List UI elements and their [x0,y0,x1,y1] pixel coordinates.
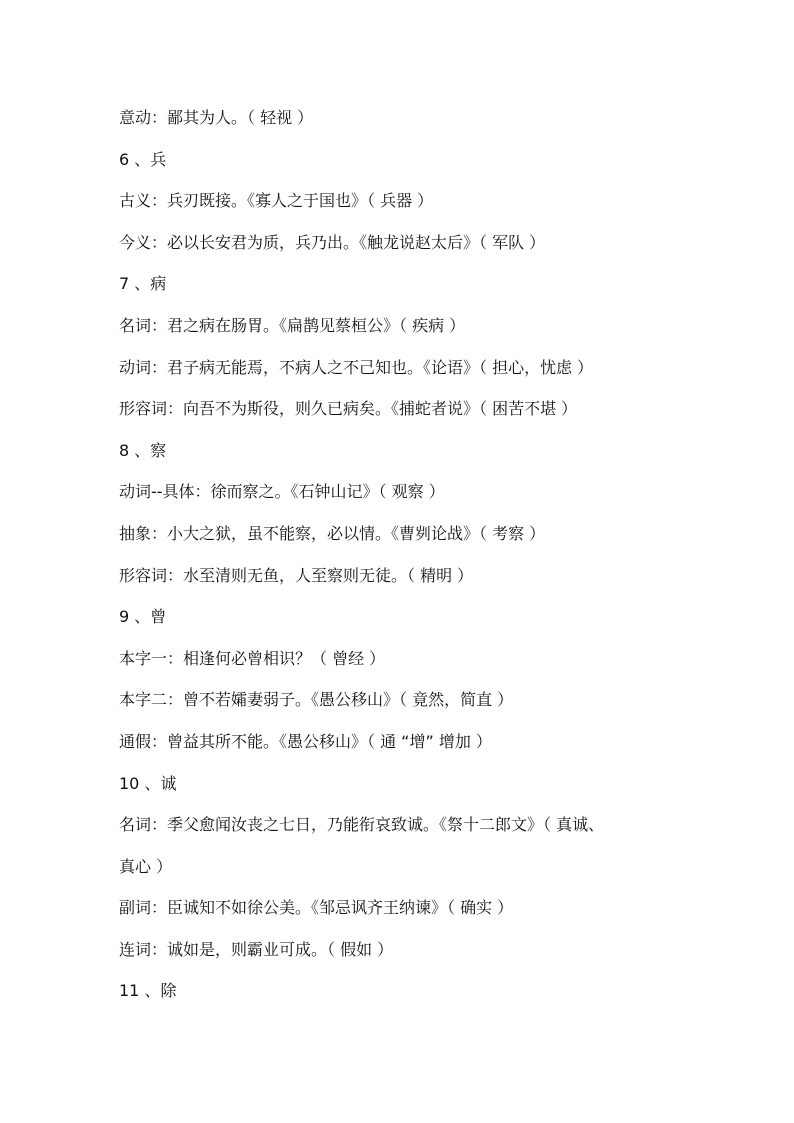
section-heading: 10 、诚 [119,773,177,793]
text-line: 古义：兵刃既接。《寡人之于国也》（ 兵器 ） [119,191,434,211]
section-heading: 7 、病 [119,274,167,294]
text-line: 形容词：向吾不为斯役，则久已病矣。《捕蛇者说》（ 困苦不堪 ） [119,399,578,419]
text-line: 名词：君之病在肠胃。《扁鹊见蔡桓公》（ 疾病 ） [119,315,466,335]
text-line: 动词--具体：徐而察之。《石钟山记》（ 观察 ） [119,482,445,502]
text-line: 本字二：曾不若孀妻弱子。《愚公移山》（ 竟然，简直 ） [119,690,514,710]
text-line: 名词：季父愈闻汝丧之七日，乃能衔哀致诚。《祭十二郎文》（ 真诚、 [119,815,605,835]
section-heading: 8 、察 [119,440,167,460]
text-line: 形容词：水至清则无鱼，人至察则无徒。（ 精明 ） [119,565,474,585]
section-heading: 6 、兵 [119,149,167,169]
section-heading: 9 、曾 [119,607,167,627]
text-line: 动词：君子病无能焉，不病人之不己知也。《论语》（ 担心，忧虑 ） [119,357,594,377]
text-line-continuation: 真心 ） [119,856,173,876]
text-line: 通假：曾益其所不能。《愚公移山》（ 通 “增” 增加 ） [119,731,492,751]
text-line: 连词：诚如是，则霸业可成。（ 假如 ） [119,939,394,959]
section-heading: 11 、除 [119,981,177,1001]
text-line: 今义：必以长安君为质，兵乃出。《触龙说赵太后》（ 军队 ） [119,232,546,252]
text-line: 副词：臣诚知不如徐公美。《邹忌讽齐王纳谏》（ 确实 ） [119,898,514,918]
text-line: 抽象：小大之狱，虽不能察，必以情。《曹刿论战》（ 考察 ） [119,523,546,543]
document-body [119,104,689,1019]
text-line: 本字一：相逢何必曾相识？（ 曾经 ） [119,648,386,668]
text-line: 意动：鄙其为人。（ 轻视 ） [119,108,314,127]
